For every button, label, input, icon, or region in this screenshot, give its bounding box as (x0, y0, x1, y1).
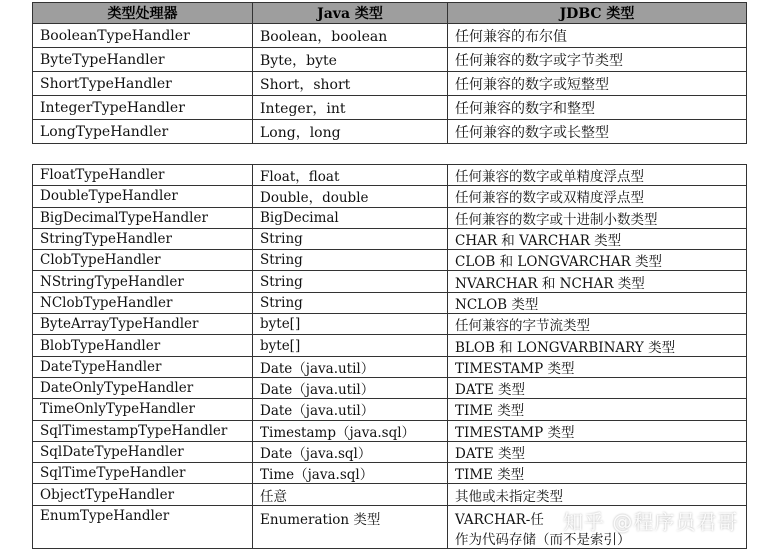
jdbc-type-cell: 任何兼容的数字和整型 (448, 96, 747, 120)
java-type-cell: String (253, 271, 448, 292)
jdbc-type-cell: 任何兼容的数字或短整型 (448, 72, 747, 96)
handler-cell: NStringTypeHandler (33, 271, 253, 292)
table-row (33, 207, 747, 228)
header-jdbc-type: JDBC 类型 (448, 3, 747, 24)
handler-cell: SqlTimestampTypeHandler (33, 420, 253, 441)
handler-cell: ByteArrayTypeHandler (33, 314, 253, 335)
java-type-cell: byte[] (253, 314, 448, 335)
jdbc-type-cell: 任何兼容的数字或单精度浮点型 (448, 165, 747, 186)
handler-cell: DateOnlyTypeHandler (33, 377, 253, 398)
table-row (33, 292, 747, 313)
handler-cell: TimeOnlyTypeHandler (33, 399, 253, 420)
jdbc-type-cell: 任何兼容的数字或字节类型 (448, 48, 747, 72)
table-row (33, 165, 747, 186)
handler-cell: FloatTypeHandler (33, 165, 253, 186)
java-type-cell: Date（java.util） (253, 399, 448, 420)
jdbc-type-cell: TIME 类型 (448, 463, 747, 484)
jdbc-type-cell: 任何兼容的数字或十进制小数类型 (448, 207, 747, 228)
jdbc-line-2: 作为代码存储（而不是索引） (455, 531, 631, 548)
handler-cell: BooleanTypeHandler (33, 24, 253, 48)
table-row (33, 96, 747, 120)
jdbc-type-cell: BLOB 和 LONGVARBINARY 类型 (448, 335, 747, 356)
java-type-cell: Long，long (253, 120, 448, 144)
jdbc-type-cell: 任何兼容的布尔值 (448, 24, 747, 48)
table-row (33, 314, 747, 335)
handler-cell: NClobTypeHandler (33, 292, 253, 313)
type-handler-table-top (32, 2, 747, 144)
handler-cell: ObjectTypeHandler (33, 484, 253, 505)
header-type-handler: 类型处理器 (33, 3, 253, 24)
table-row (33, 271, 747, 292)
jdbc-type-cell: TIMESTAMP 类型 (448, 356, 747, 377)
java-type-cell: Date（java.util） (253, 377, 448, 398)
table-row (33, 250, 747, 271)
handler-cell: DateTypeHandler (33, 356, 253, 377)
handler-cell: BigDecimalTypeHandler (33, 207, 253, 228)
table-row (33, 484, 747, 505)
handler-cell: IntegerTypeHandler (33, 96, 253, 120)
java-type-cell: String (253, 228, 448, 249)
java-type-cell: 任意 (253, 484, 448, 505)
table-row (33, 441, 747, 462)
table-row (33, 463, 747, 484)
java-type-cell: String (253, 250, 448, 271)
table-row (33, 48, 747, 72)
java-type-cell: Date（java.sql） (253, 441, 448, 462)
jdbc-type-cell: NVARCHAR 和 NCHAR 类型 (448, 271, 747, 292)
java-type-cell: Time（java.sql） (253, 463, 448, 484)
header-row (33, 3, 747, 24)
jdbc-line-1: VARCHAR-任 (455, 511, 544, 528)
java-type-cell: Integer，int (253, 96, 448, 120)
java-type-cell: Double，double (253, 186, 448, 207)
table-row (33, 335, 747, 356)
table-row (33, 356, 747, 377)
handler-cell: LongTypeHandler (33, 120, 253, 144)
jdbc-type-cell: DATE 类型 (448, 441, 747, 462)
handler-cell: ClobTypeHandler (33, 250, 253, 271)
java-type-cell: Byte，byte (253, 48, 448, 72)
watermark: 知乎 @程序员君哥 (563, 510, 739, 534)
java-type-cell: BigDecimal (253, 207, 448, 228)
handler-cell: ShortTypeHandler (33, 72, 253, 96)
jdbc-type-cell: CLOB 和 LONGVARCHAR 类型 (448, 250, 747, 271)
table-row (33, 24, 747, 48)
jdbc-type-cell: CHAR 和 VARCHAR 类型 (448, 228, 747, 249)
type-handler-table-bottom (32, 164, 747, 549)
handler-cell: BlobTypeHandler (33, 335, 253, 356)
jdbc-type-cell: TIME 类型 (448, 399, 747, 420)
jdbc-type-cell: 其他或未指定类型 (448, 484, 747, 505)
header-java-type: Java 类型 (253, 3, 448, 24)
java-type-cell: Date（java.util） (253, 356, 448, 377)
handler-cell: EnumTypeHandler (33, 505, 253, 548)
jdbc-type-cell: 任何兼容的数字或双精度浮点型 (448, 186, 747, 207)
jdbc-type-cell: 任何兼容的数字或长整型 (448, 120, 747, 144)
java-type-cell: Short，short (253, 72, 448, 96)
table-row (33, 377, 747, 398)
table-row (33, 186, 747, 207)
java-type-cell: Boolean，boolean (253, 24, 448, 48)
handler-cell: StringTypeHandler (33, 228, 253, 249)
jdbc-type-cell: NCLOB 类型 (448, 292, 747, 313)
handler-cell: ByteTypeHandler (33, 48, 253, 72)
handler-cell: SqlTimeTypeHandler (33, 463, 253, 484)
table-row (33, 228, 747, 249)
java-type-cell: Float，float (253, 165, 448, 186)
java-type-cell: Enumeration 类型 (253, 505, 448, 548)
jdbc-type-cell: 任何兼容的字节流类型 (448, 314, 747, 335)
handler-cell: DoubleTypeHandler (33, 186, 253, 207)
table-row (33, 72, 747, 96)
jdbc-type-cell: TIMESTAMP 类型 (448, 420, 747, 441)
table-row (33, 120, 747, 144)
table-row (33, 420, 747, 441)
table-row (33, 399, 747, 420)
handler-cell: SqlDateTypeHandler (33, 441, 253, 462)
jdbc-type-cell: DATE 类型 (448, 377, 747, 398)
java-type-cell: byte[] (253, 335, 448, 356)
java-type-cell: String (253, 292, 448, 313)
java-type-cell: Timestamp（java.sql） (253, 420, 448, 441)
